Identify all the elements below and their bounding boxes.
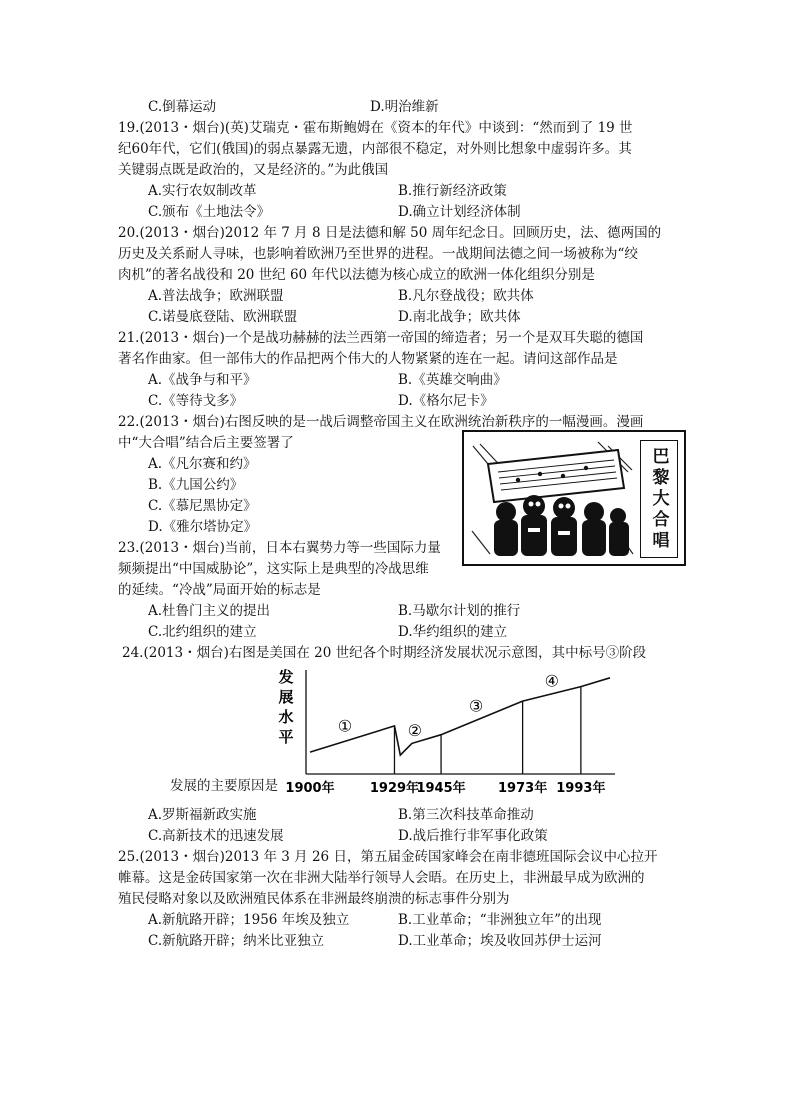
- svg-text:水: 水: [278, 708, 294, 726]
- q21-line-2: 著名作曲家。但一部伟大的作品把两个伟大的人物紧紧的连在一起。请问这部作品是: [118, 351, 618, 367]
- cartoon-scene: [468, 436, 636, 560]
- q19-option-c: C.颁布《土地法令》: [148, 204, 271, 220]
- q24-option-d: D.战后推行非军事化政策: [398, 828, 548, 844]
- q19-option-b: B.推行新经济政策: [398, 183, 507, 199]
- stage-label: ④: [544, 671, 559, 691]
- q20-line-1: 20.(2013・烟台)2012 年 7 月 8 日是法德和解 50 周年纪念日。回顾历史，法、德两国的: [118, 225, 662, 241]
- stage-label: ②: [407, 721, 423, 741]
- q19-line-2: 纪60年代，它们(俄国)的弱点暴露无遗，内部很不稳定，对外则比想象中虚弱许多。其: [118, 141, 632, 157]
- q21-option-d: D.《格尔尼卡》: [398, 393, 494, 409]
- q22-option-b: B.《九国公约》: [148, 477, 244, 493]
- q24-option-a: A.罗斯福新政实施: [148, 807, 257, 823]
- q20-option-c: C.诺曼底登陆、欧洲联盟: [148, 309, 298, 325]
- q18-option-d: D.明治维新: [370, 99, 439, 115]
- x-tick-label: 1993年: [556, 781, 606, 796]
- q20-option-d: D.南北战争；欧共体: [398, 309, 521, 325]
- q18-option-c: C.倒幕运动: [148, 99, 217, 115]
- x-tick-label: 1900年: [285, 781, 335, 796]
- q25-option-d: D.工业革命；埃及收回苏伊士运河: [398, 933, 602, 949]
- q24-line-2: 发展的主要原因是: [170, 778, 278, 794]
- q21-line-1: 21.(2013・烟台)一个是战功赫赫的法兰西第一帝国的缔造者；另一个是双耳失聪的德国: [118, 330, 644, 346]
- q24-option-b: B.第三次科技革命推动: [398, 807, 534, 823]
- q22-option-c: C.《慕尼黑协定》: [148, 498, 257, 514]
- q21-option-a: A.《战争与和平》: [148, 372, 257, 388]
- q19-option-d: D.确立计划经济体制: [398, 204, 521, 220]
- series-line: [310, 678, 610, 755]
- q20-line-3: 肉机”的著名战役和 20 世纪 60 年代以法德为核心成立的欧洲一体化组织分别是: [118, 267, 595, 283]
- q23-option-b: B.马歇尔计划的推行: [398, 603, 521, 619]
- q19-line-1: 19.(2013・烟台)(英)艾瑞克・霍布斯鲍姆在《资本的年代》中谈到：“然而到了 19 世: [118, 120, 633, 136]
- q23-option-c: C.北约组织的建立: [148, 624, 257, 640]
- x-tick-label: 1973年: [498, 781, 548, 796]
- q22-line-1: 22.(2013・烟台)右图反映的是一战后调整帝国主义在欧洲统治新秩序的一幅漫画。漫画: [118, 414, 644, 430]
- q20-option-a: A.普法战争；欧洲联盟: [148, 288, 284, 304]
- us-economy-chart: [270, 660, 630, 800]
- cartoon-figure: [462, 430, 686, 566]
- q22-line-2: 中“大合唱”结合后主要签署了: [118, 435, 294, 451]
- y-axis-label: [277, 668, 293, 746]
- q23-option-d: D.华约组织的建立: [398, 624, 508, 640]
- q25-line-3: 殖民侵略对象以及欧洲殖民体系在非洲最终崩溃的标志事件分别为: [118, 891, 510, 907]
- q19-line-3: 关键弱点既是政治的，又是经济的。”为此俄国: [118, 162, 389, 178]
- q21-option-b: B.《英雄交响曲》: [398, 372, 507, 388]
- q24-option-c: C.高新技术的迅速发展: [148, 828, 284, 844]
- stage-label: ①: [337, 716, 353, 736]
- q20-line-2: 历史及关系耐人寻味，也影响着欧洲乃至世界的进程。一战期间法德之间一场被称为“绞: [118, 246, 638, 262]
- svg-text:平: 平: [278, 728, 294, 746]
- q25-line-1: 25.(2013・烟台)2013 年 3 月 26 日，第五届金砖国家峰会在南非德班国际会议中心拉开: [118, 849, 658, 865]
- cartoon-caption: 巴黎大合唱: [640, 440, 678, 558]
- q21-option-c: C.《等待戈多》: [148, 393, 244, 409]
- q22-option-a: A.《凡尔赛和约》: [148, 456, 257, 472]
- q19-option-a: A.实行农奴制改革: [148, 183, 257, 199]
- q25-option-a: A.新航路开辟；1956 年埃及独立: [148, 912, 350, 928]
- q25-option-c: C.新航路开辟；纳米比亚独立: [148, 933, 325, 949]
- q24-line-1: 24.(2013・烟台)右图是美国在 20 世纪各个时期经济发展状况示意图，其中标号③阶段: [122, 645, 647, 661]
- svg-text:发: 发: [278, 668, 294, 686]
- q23-line-3: 的延续。“冷战”局面开始的标志是: [118, 582, 321, 598]
- x-tick-label: 1945年: [416, 781, 466, 796]
- q23-line-2: 频频提出“中国威胁论”，这实际上是典型的冷战思维: [118, 561, 429, 577]
- q22-option-d: D.《雅尔塔协定》: [148, 519, 258, 535]
- q25-option-b: B.工业革命；“非洲独立年”的出现: [398, 912, 602, 928]
- x-tick-label: 1929年: [369, 781, 420, 796]
- q20-option-b: B.凡尔登战役；欧共体: [398, 288, 534, 304]
- q23-line-1: 23.(2013・烟台)当前，日本右翼势力等一些国际力量: [118, 540, 441, 556]
- stage-label: ③: [468, 696, 484, 716]
- q23-option-a: A.杜鲁门主义的提出: [148, 603, 271, 619]
- q25-line-2: 帷幕。这是金砖国家第一次在非洲大陆举行领导人会晤。在历史上，非洲最早成为欧洲的: [118, 870, 645, 886]
- svg-text:展: 展: [278, 688, 294, 706]
